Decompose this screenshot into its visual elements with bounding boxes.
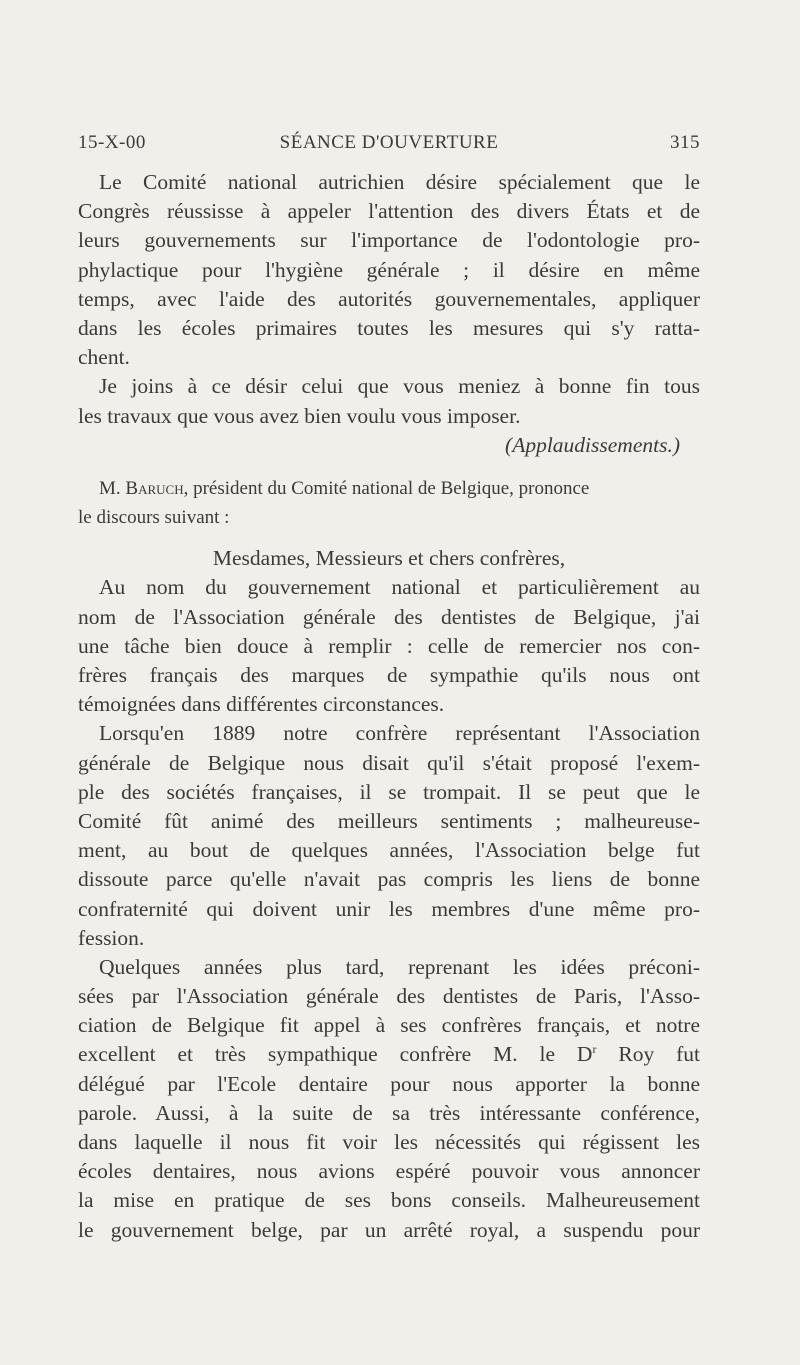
text-line: dans les écoles primaires toutes les mesures qui s'y ratta- [78,315,700,340]
text-line: Lorsqu'en 1889 notre confrère représentant l'Association [99,721,700,746]
text-line: leurs gouvernements sur l'importance de l'odontologie pro- [78,228,700,253]
paragraph-austrian-committee [78,168,700,372]
applause-note: (Applaudissements.) [505,432,680,457]
text-line: Quelques années plus tard, reprenant les idées préconi- [99,954,700,979]
salutation: Mesdames, Messieurs et chers confrères, [212,546,566,571]
text-line: fession. [78,925,145,950]
text-line: nom de l'Association générale des dentistes de Belgique, j'ai [78,604,700,629]
speaker-intro [78,474,700,532]
text-line: Le Comité national autrichien désire spécialement que le [99,170,700,194]
paragraph-roy [78,953,700,1245]
text-line: ciation de Belgique fit appel à ses confrères français, et notre [78,1013,700,1038]
text-line: parole. Aussi, à la suite de sa très intéressante conférence, [78,1100,700,1125]
text-line: Congrès réussisse à appeler l'attention des divers États et de [78,199,700,224]
body-text [78,168,700,1245]
text-line: chent. [78,345,130,370]
text-line: écoles dentaires, nous avions espéré pouvoir vous annoncer [78,1159,700,1184]
text-line: générale de Belgique nous disait qu'il s'était proposé l'exem- [78,750,700,775]
text-line: dissoute parce qu'elle n'avait pas compris les liens de bonne [78,867,700,892]
text-line: dans laquelle il nous fit voir les nécessités qui régissent les [78,1130,700,1154]
page-number: 315 [670,132,700,153]
text-line [78,1040,700,1069]
text-line: temps, avec l'aide des autorités gouvernementales, appliquer [78,286,700,311]
text-line: ment, au bout de quelques années, l'Association belge fut [78,838,700,863]
text-line: une tâche bien douce à remplir : celle de remercier nos con- [78,633,700,658]
text-line: ple des sociétés françaises, il se trompait. Il se peut que le [78,779,700,804]
text-line: confraternité qui doivent unir les membres d'une même pro- [78,896,700,921]
speaker-intro-line-2: le discours suivant : [78,507,230,529]
superscript: r [592,1042,597,1057]
text-line: la mise en pratique de ses bons conseils. Malheureusement [78,1188,700,1213]
text-line: frères français des marques de sympathie qu'ils nous ont [78,663,700,687]
speaker-prefix: M. [99,477,121,499]
speaker-intro-rest: , président du Comité national de Belgique, prononce [183,477,590,499]
running-head-date: 15-X-00 [78,132,146,153]
text-line: le gouvernement belge, par un arrêté royal, a suspendu pour [78,1217,700,1242]
text-line: Au nom du gouvernement national et particulièrement au [99,575,700,600]
speaker-name: Baruch [125,477,184,499]
text-line: délégué par l'Ecole dentaire pour nous apporter la bonne [78,1071,700,1096]
text-line: témoignées dans différentes circonstances. [78,692,445,717]
running-head-title: SÉANCE D'OUVERTURE [279,132,499,153]
paragraph-wish [78,372,700,430]
speaker-intro-line [78,474,700,503]
paragraph-1889 [78,719,700,953]
text-line: Je joins à ce désir celui que vous meniez à bonne fin tous [99,374,700,399]
paragraph-thanks [78,573,700,719]
running-head [78,132,700,162]
text-line: Comité fût animé des meilleurs sentiments ; malheureuse- [78,808,700,833]
text-line: phylactique pour l'hygiène générale ; il désire en même [78,257,700,282]
text-line: les travaux que vous avez bien voulu vous imposer. [78,403,521,428]
text-fragment: Roy fut [596,1042,700,1067]
text-line: sées par l'Association générale des dentistes de Paris, l'Asso- [78,984,700,1009]
text-fragment: excellent et très sympathique confrère M. le D [78,1042,593,1067]
